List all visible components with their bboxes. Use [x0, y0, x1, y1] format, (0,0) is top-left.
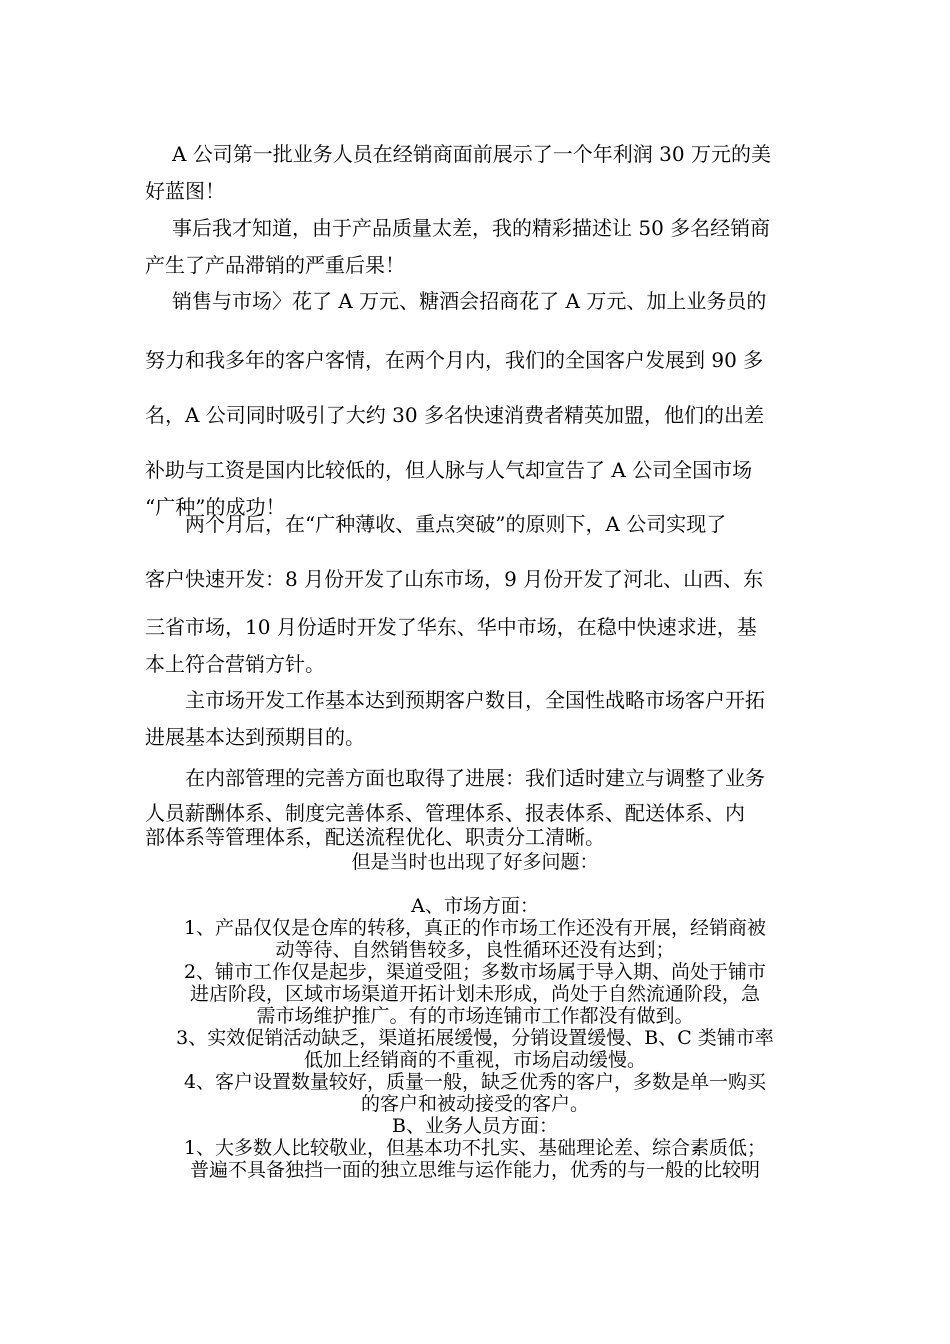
paragraph-2	[145, 210, 810, 284]
text-line: 进店阶段，区域市场渠道开拓计划未形成，尚处于自然流通阶段，急	[189, 983, 760, 1005]
text-line: 事后我才知道，由于产品质量太差，我的精彩描述让 50 多名经销商	[172, 216, 771, 240]
text-line: 3、实效促销活动缺乏，渠道拓展缓慢，分销设置缓慢、B、C 类铺市率	[176, 1027, 774, 1049]
section-heading: A、市场方面：	[411, 895, 539, 917]
text-line: 努力和我多年的客户客情，在两个月内，我们的全国客户发展到 90 多	[145, 348, 764, 372]
text-line: 人员薪酬体系、制度完善体系、管理体系、报表体系、配送体系、内	[145, 801, 745, 825]
text-line: 动等待、自然销售较多，良性循环还没有达到；	[275, 939, 675, 961]
paragraph-4	[145, 506, 810, 676]
paragraph-1	[145, 136, 810, 210]
paragraph-5	[145, 682, 810, 756]
text-line: 三省市场，10 月份适时开发了华东、华中市场，在稳中快速求进，基	[145, 615, 757, 639]
blank-line	[140, 873, 810, 895]
section-heading: B、业务人员方面：	[392, 1115, 558, 1137]
text-line: 补助与工资是国内比较低的，但人脉与人气却宣告了 A 公司全国市场	[145, 458, 753, 482]
text-line: 的客户和被动接受的客户。	[360, 1093, 589, 1115]
text-line: 需市场维护推广。有的市场连铺市工作都没有做到。	[256, 1005, 694, 1027]
text-line: A 公司第一批业务人员在经销商面前展示了一个年利润 30 万元的美	[172, 142, 771, 166]
text-line: 好蓝图！	[145, 179, 225, 203]
text-line: 4、客户设置数量较好，质量一般，缺乏优秀的客户，多数是单一购买	[183, 1071, 767, 1093]
text-line: 销售与市场〉花了 A 万元、糖酒会招商花了 A 万元、加上业务员的	[172, 289, 767, 313]
paragraph-6	[145, 760, 810, 849]
paragraph-3	[145, 283, 810, 519]
text-line: 1、大多数人比较敬业，但基本功不扎实、基础理论差、综合素质低；	[183, 1137, 767, 1159]
text-line: 客户快速开发：8 月份开发了山东市场，9 月份开发了河北、山西、东	[145, 567, 764, 591]
text-line: 部体系等管理体系，配送流程优化、职责分工清晰。	[145, 825, 605, 849]
text-line: 普遍不具备独挡一面的独立思维与运作能力，优秀的与一般的比较明	[189, 1159, 760, 1181]
text-line: 产生了产品滞销的严重后果！	[145, 253, 405, 277]
text-line: 主市场开发工作基本达到预期客户数目，全国性战略市场客户开拓	[185, 688, 765, 712]
text-line: 在内部管理的完善方面也取得了进展：我们适时建立与调整了业务	[185, 766, 765, 790]
text-line: 两个月后，在“广种薄收、重点突破”的原则下，A 公司实现了	[185, 512, 727, 536]
text-line: 进展基本达到预期目的。	[145, 725, 365, 749]
text-line: 2、铺市工作仅是起步，渠道受阻；多数市场属于导入期、尚处于铺市	[183, 961, 767, 983]
section-intro: 但是当时也出现了好多问题：	[351, 851, 599, 873]
text-line: 1、产品仅仅是仓库的转移，真正的作市场工作还没有开展，经销商被	[183, 917, 767, 939]
text-line: 低加上经销商的不重视，市场启动缓慢。	[303, 1049, 646, 1071]
problems-section	[140, 851, 810, 1181]
text-line: 本上符合营销方针。	[145, 652, 325, 676]
text-line: 名，A 公司同时吸引了大约 30 多名快速消费者精英加盟，他们的出差	[145, 403, 764, 427]
text-line: “广种”的成功！	[145, 495, 286, 519]
